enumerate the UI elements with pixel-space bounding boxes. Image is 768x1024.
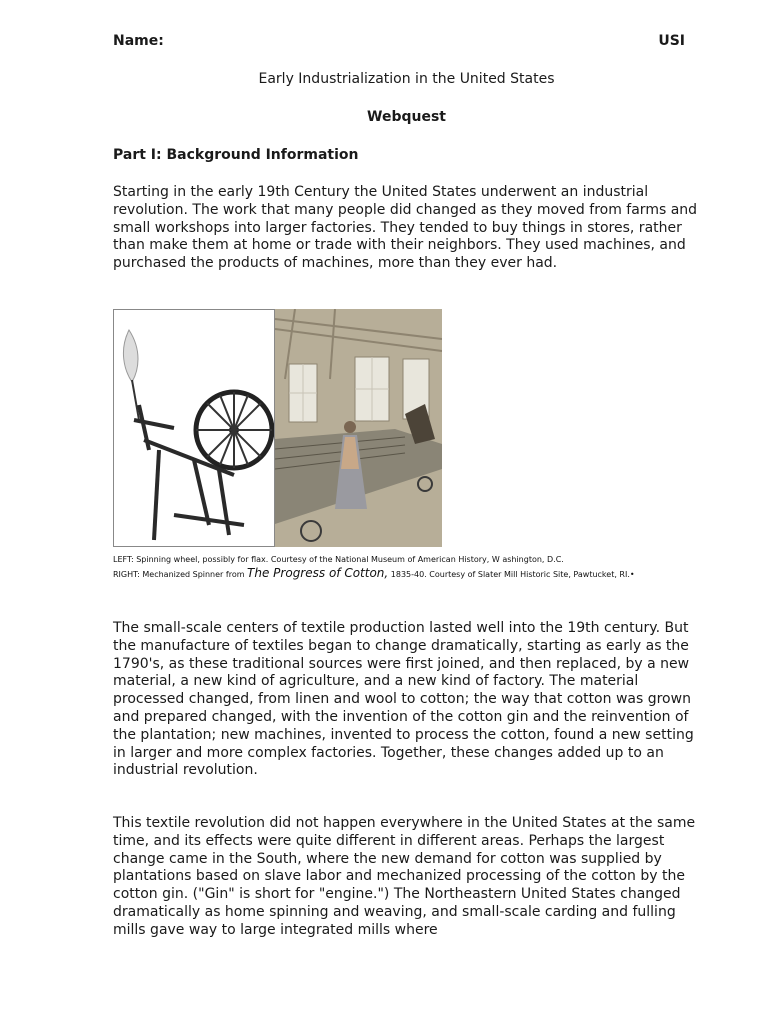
section-heading: Part I: Background Information xyxy=(113,147,359,163)
course-label: USI xyxy=(658,33,685,49)
paragraph-textile-revolution: This textile revolution did not happen everywhere in the United States at the same time, and its effects were quite different in different areas. Perhaps the largest change came in the South, where the new demand for cotton was supplied by plantations based on slave labor and mechanized processing of the cotton by the cotton gin. ("Gin" is short for "engine.") The Northeastern United States changed dramatically as home spinning and weaving, and small-scale carding and fulling mills gave way to large integrated mills where xyxy=(113,815,696,938)
caption-left: LEFT: Spinning wheel, possibly for flax. Courtesy of the National Museum of American History, W ashington, D.C. xyxy=(113,555,564,564)
document-subtitle: Webquest xyxy=(367,109,446,125)
caption-right-title: The Progress of Cotton, xyxy=(247,566,389,580)
name-label: Name: xyxy=(113,33,164,49)
mechanized-spinner-image xyxy=(275,309,442,547)
caption-right xyxy=(113,568,635,580)
caption-right-suffix: 1835-40. Courtesy of Slater Mill Historic Site, Pawtucket, RI.• xyxy=(388,570,635,579)
paragraph-intro: Starting in the early 19th Century the United States underwent an industrial revolution. The work that many people did changed as they moved from farms and small workshops into larger factories. They tended to buy things in stores, rather than make them at home or trade with their neighbors. They used machines, and purchased the products of machines, more than they ever had. xyxy=(113,184,698,272)
document-title: Early Industrialization in the United States xyxy=(258,71,555,87)
caption-right-prefix: RIGHT: Mechanized Spinner from xyxy=(113,570,248,579)
spinning-wheel-image xyxy=(113,309,275,547)
paragraph-textile-change: The small-scale centers of textile production lasted well into the 19th century. But the manufacture of textiles began to change dramatically, starting as early as the 1790's, as these traditional sources were first joined, and then replaced, by a new material, a new kind of agriculture, and a new kind of factory. The material processed changed, from linen and wool to cotton; the way that cotton was grown and prepared changed, with the invention of the cotton gin and the reinvention of the plantation; new machines, invented to process the cotton, found a new setting in larger and more complex factories. Together, these changes added up to an industrial revolution. xyxy=(113,620,694,779)
figure-spinning-images xyxy=(113,309,442,547)
